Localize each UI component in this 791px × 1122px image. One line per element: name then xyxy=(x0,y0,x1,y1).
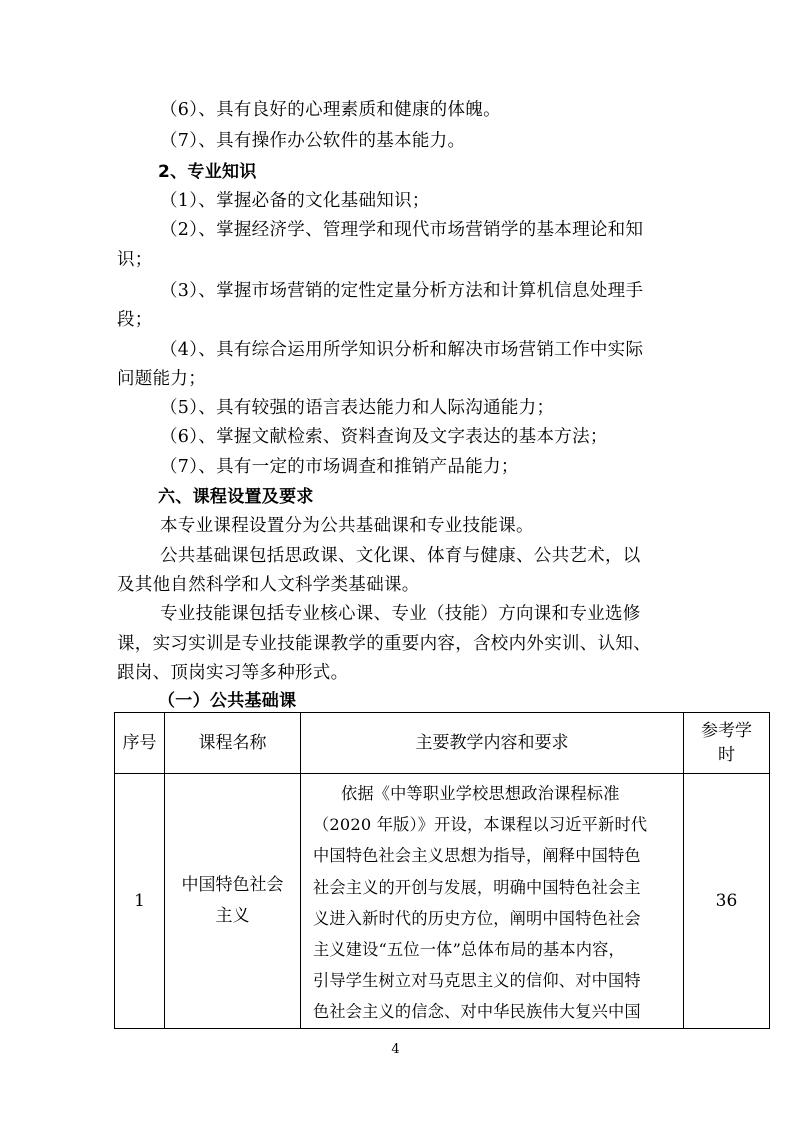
content-line: 中国特色社会主义思想为指导，阐释中国特色 xyxy=(313,846,641,866)
knowledge-line: 段； xyxy=(117,310,153,330)
subsection-heading: （一）公共基础课 xyxy=(158,691,297,711)
paragraph-line: 及其他自然科学和人文科学类基础课。 xyxy=(117,575,420,595)
header-hours-line2: 时 xyxy=(718,745,735,765)
knowledge-line: （5）、具有较强的语言表达能力和人际沟通能力； xyxy=(160,398,555,418)
table-row xyxy=(115,774,770,1029)
cell-content xyxy=(301,774,684,1029)
cell-seq: 1 xyxy=(115,774,165,1029)
knowledge-line: （4）、具有综合运用所学知识分析和解决市场营销工作中实际 xyxy=(160,340,644,360)
content-line: 色社会主义的信念、对中华民族伟大复兴中国 xyxy=(313,1002,641,1022)
header-seq: 序号 xyxy=(115,713,165,774)
cell-name xyxy=(165,774,301,1029)
content-line: 社会主义的开创与发展，明确中国特色社会主 xyxy=(313,877,641,897)
header-content: 主要教学内容和要求 xyxy=(301,713,684,774)
table-header-row xyxy=(115,713,770,774)
section-heading: 六、课程设置及要求 xyxy=(158,487,314,507)
paragraph-line: 课，实习实训是专业技能课教学的重要内容，含校内外实训、认知、 xyxy=(117,634,651,654)
paragraph-line: 本专业课程设置分为公共基础课和专业技能课。 xyxy=(160,516,534,536)
knowledge-line: （1）、掌握必备的文化基础知识； xyxy=(160,191,430,211)
intro-line-6: （6）、具有良好的心理素质和健康的体魄。 xyxy=(160,100,501,120)
intro-line-7: （7）、具有操作办公软件的基本能力。 xyxy=(160,131,466,151)
header-hours-line1: 参考学 xyxy=(701,721,752,741)
knowledge-line: 识； xyxy=(117,250,153,270)
course-table xyxy=(114,712,770,1029)
content-line: 依据《中等职业学校思想政治课程标准 xyxy=(341,784,620,803)
content-line: 引导学生树立对马克思主义的信仰、对中国特 xyxy=(313,971,641,991)
knowledge-line: （2）、掌握经济学、管理学和现代市场营销学的基本理论和知 xyxy=(160,220,644,240)
header-name: 课程名称 xyxy=(165,713,301,774)
knowledge-line: （7）、具有一定的市场调查和推销产品能力； xyxy=(160,457,519,477)
paragraph-line: 跟岗、顶岗实习等多种形式。 xyxy=(117,663,349,683)
paragraph-line: 专业技能课包括专业核心课、专业（技能）方向课和专业选修 xyxy=(160,604,641,624)
paragraph-line: 公共基础课包括思政课、文化课、体育与健康、公共艺术，以 xyxy=(160,546,641,566)
header-hours xyxy=(684,713,770,774)
cell-name-line2: 主义 xyxy=(215,905,250,926)
knowledge-line: （3）、掌握市场营销的定性定量分析方法和计算机信息处理手 xyxy=(160,281,644,301)
knowledge-line: 问题能力； xyxy=(117,369,206,389)
cell-name-line1: 中国特色社会 xyxy=(181,874,284,895)
cell-hours: 36 xyxy=(684,774,770,1029)
content-line: 义进入新时代的历史方位，阐明中国特色社会 xyxy=(313,908,641,928)
knowledge-heading: 2、专业知识 xyxy=(158,162,257,182)
content-line: 主义建设“五位一体”总体布局的基本内容， xyxy=(313,940,625,960)
knowledge-line: （6）、掌握文献检索、资料查询及文字表达的基本方法； xyxy=(160,427,608,447)
page-number: 4 xyxy=(391,1042,400,1057)
content-line: （2020 年版）》开设，本课程以习近平新时代 xyxy=(313,815,648,835)
